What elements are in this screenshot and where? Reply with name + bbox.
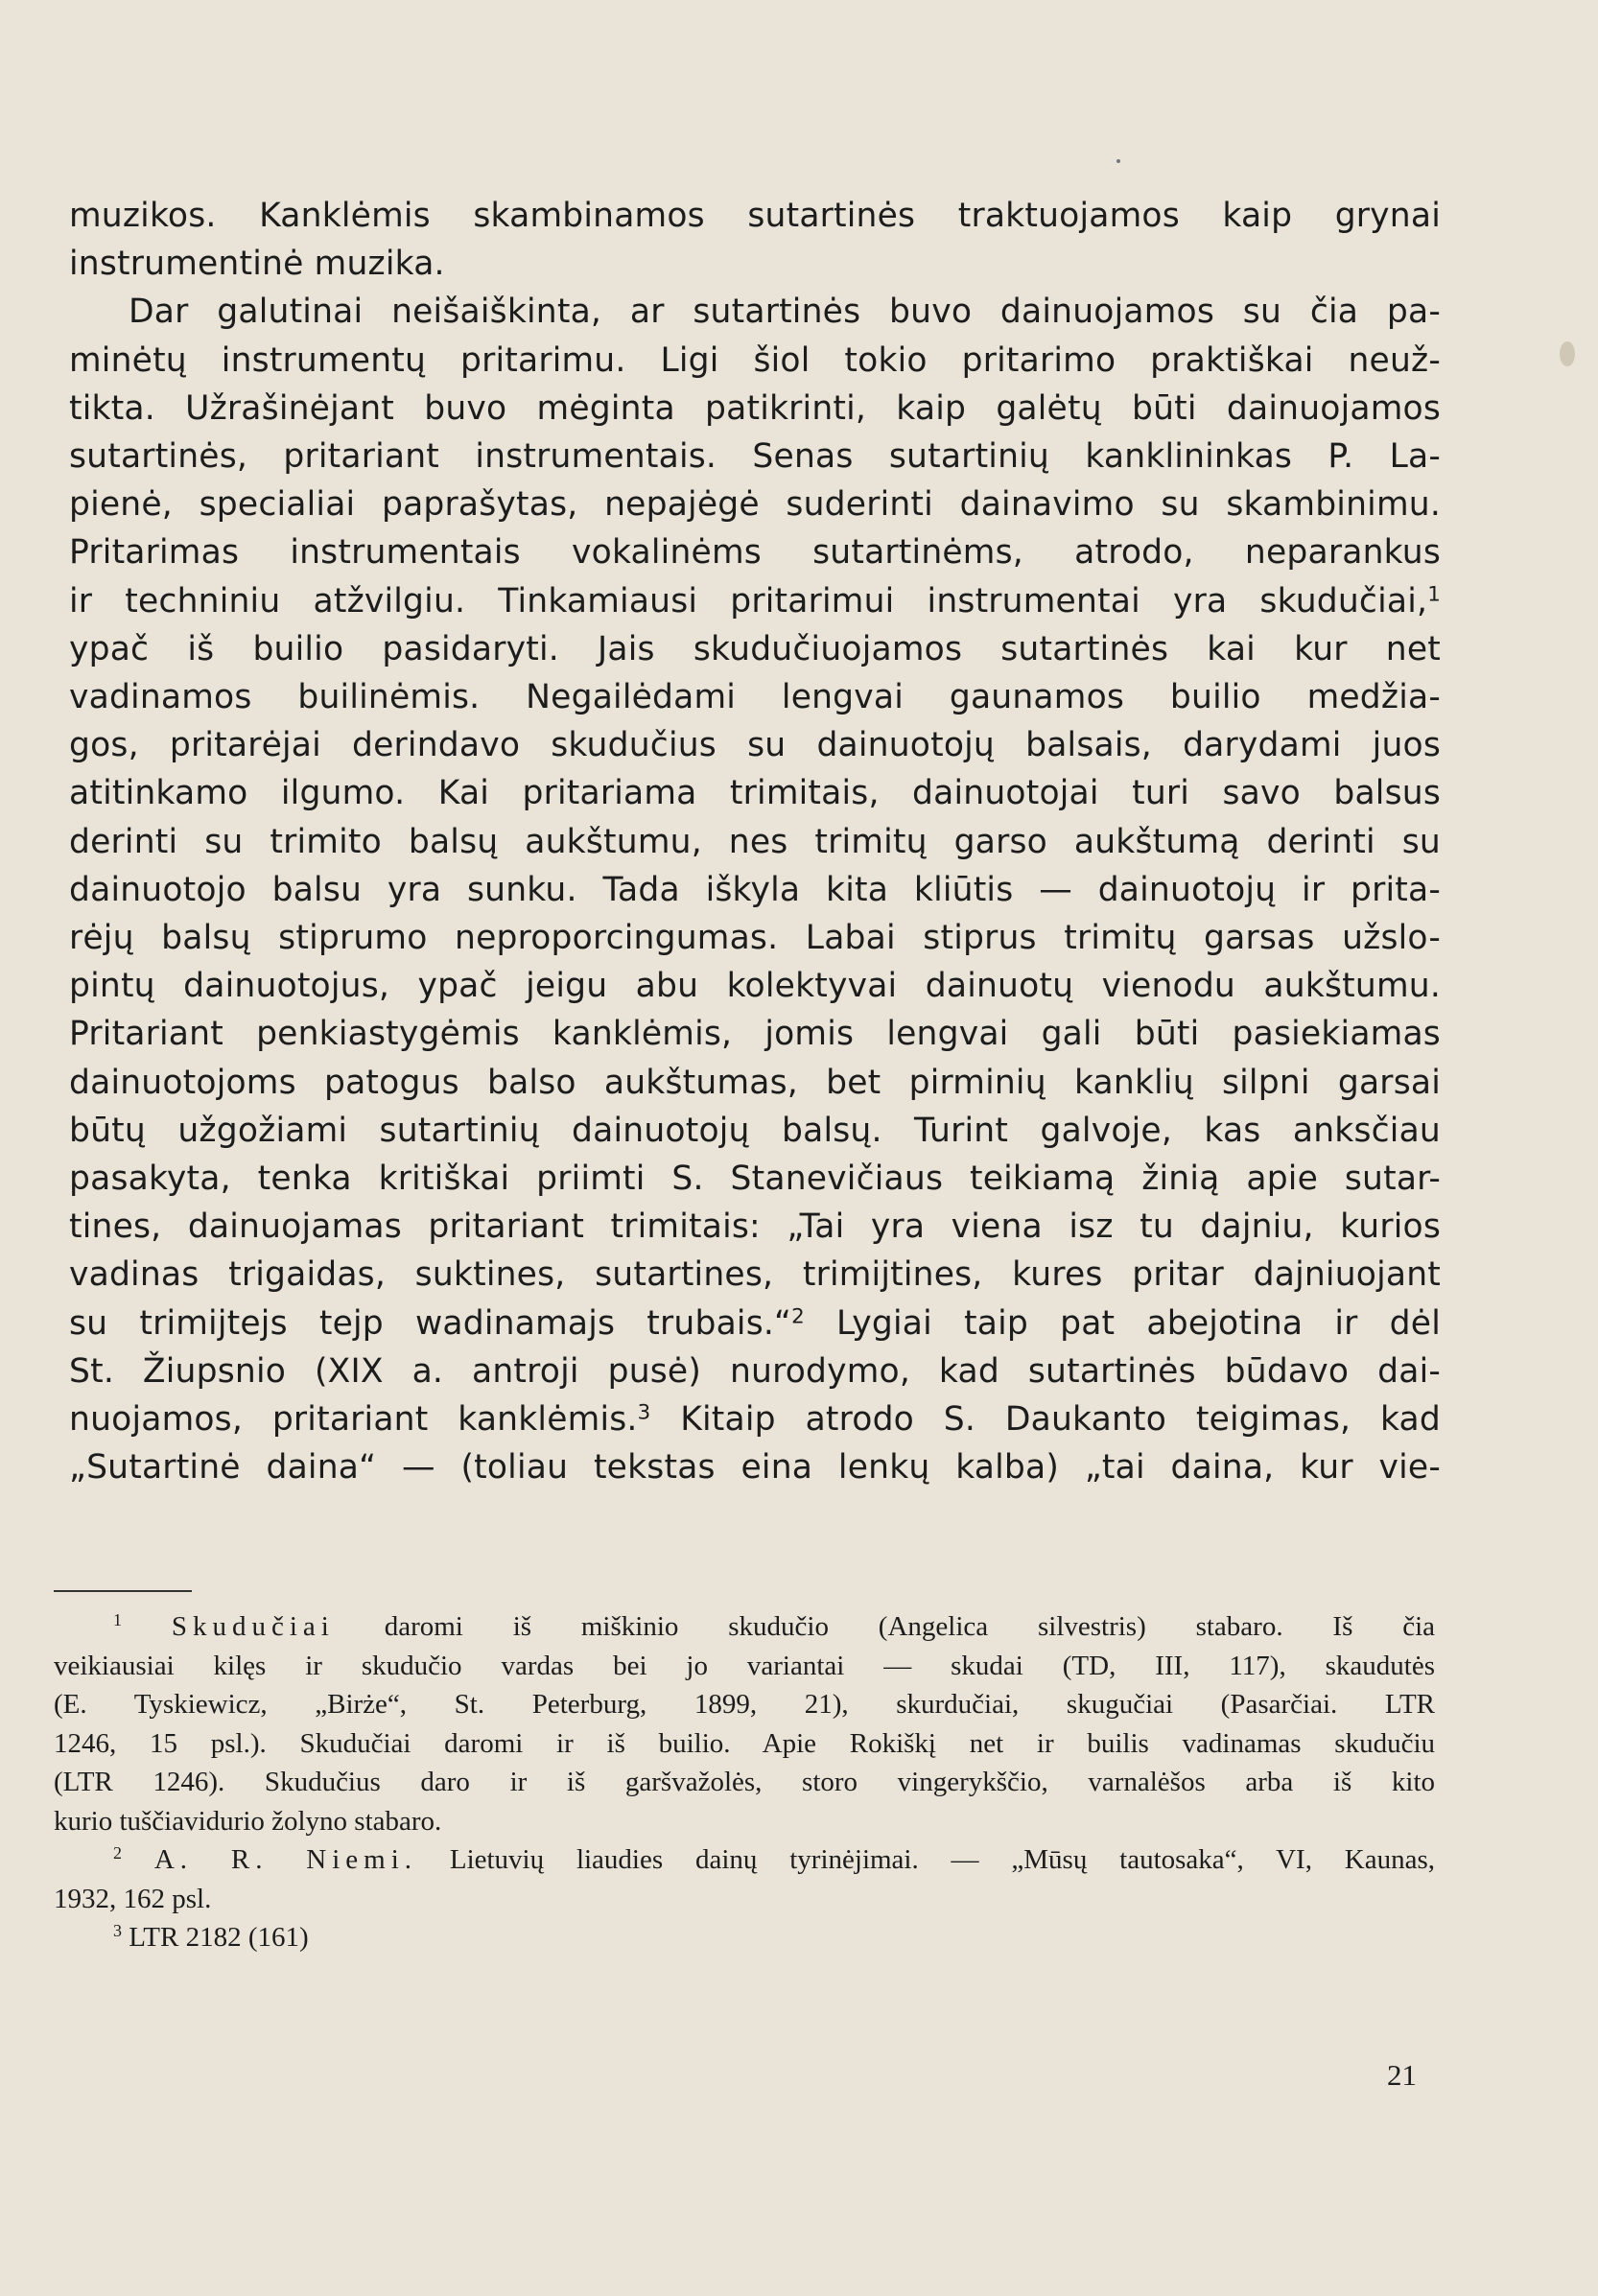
text-line: Pritarimas instrumentais vokalinėms sutartinėms, atrodo, neparankus <box>69 533 1441 573</box>
text-line: tines, dainuojamas pritariant trimitais: „Tai yra viena isz tu dajniu, kurios <box>69 1207 1441 1247</box>
text-line: atitinkamo ilgumo. Kai pritariama trimitais, dainuotojai turi savo balsus <box>69 774 1441 813</box>
footnote-ref: 1 <box>1427 581 1441 606</box>
text-line: sutartinės, pritariant instrumentais. Senas sutartinių kanklininkas P. La- <box>69 437 1441 477</box>
text-line <box>69 1300 1441 1347</box>
text-line: dainuotojoms patogus balso aukštumas, bet pirminių kanklių silpni garsai <box>69 1063 1441 1102</box>
text-line: dainuotojo balsu yra sunku. Tada iškyla kita kliūtis — dainuotojų ir prita- <box>69 870 1441 909</box>
text-line <box>69 1395 1441 1443</box>
print-speck <box>1116 159 1120 163</box>
footnote-ref: 3 <box>637 1400 651 1425</box>
text-line: vadinamos builinėmis. Negailėdami lengvai gaunamos builio medžia- <box>69 678 1441 717</box>
text-line: rėjų balsų stiprumo neproporcingumas. Labai stiprus trimitų garsas užslo- <box>69 919 1441 958</box>
main-text <box>69 192 1441 1491</box>
text-line: pintų dainuotojus, ypač jeigu abu kolektyvai dainuotų vienodu aukštumu. <box>69 967 1441 1006</box>
footnote-number: 2 <box>113 1843 122 1863</box>
footnote-3 <box>54 1918 1435 1957</box>
text-line: pasakyta, tenka kritiškai priimti S. Stanevičiaus teikiamą žinią apie sutar- <box>69 1160 1441 1199</box>
footnote-number: 3 <box>113 1921 122 1941</box>
text-line: derinti su trimito balsų aukštumu, nes trimitų garso aukštumą derinti su <box>69 822 1441 861</box>
text-line: pienė, specialiai paprašytas, nepajėgė suderinti dainavimo su skambinimu. <box>69 485 1441 525</box>
text-segment: ir techniniu atžvilgiu. Tinkamiausi pritarimui instrumentai yra skudučiai, <box>69 581 1428 621</box>
text-line: St. Žiupsnio (XIX a. antroji pusė) nurodymo, kad sutartinės būdavo dai- <box>69 1351 1441 1391</box>
text-line: gos, pritarėjai derindavo skudučius su dainuotojų balsais, darydami juos <box>69 726 1441 765</box>
footnote-line: (E. Tyskiewicz, „Birże“, St. Peterburg, 1899, 21), skurdučiai, skugučiai (Pasarčiai. LTR <box>54 1689 1435 1720</box>
text-line: vadinas trigaidas, suktines, sutartines, trimijtines, kures pritar dajniuojant <box>69 1255 1441 1295</box>
footnote-text: LTR 2182 (161) <box>129 1922 309 1953</box>
footnote-line: kurio tuščiavidurio žolyno stabaro. <box>54 1805 442 1837</box>
page-smudge <box>1560 341 1575 366</box>
text-line: „Sutartinė daina“ — (toliau tekstas eina lenkų kalba) „tai daina, kur vie- <box>69 1448 1441 1488</box>
footnotes <box>54 1607 1435 1957</box>
footnote-line: 1246, 15 psl.). Skudučiai daromi ir iš builio. Apie Rokiškį net ir builis vadinamas skudučiu <box>54 1727 1435 1759</box>
footnote-line: (LTR 1246). Skudučius daro ir iš garšvažolės, storo vingerykščio, varnalėšos arba iš kito <box>54 1767 1435 1797</box>
text-line <box>69 577 1441 625</box>
footnote-number: 1 <box>113 1610 122 1630</box>
text-segment: Kitaip atrodo S. Daukanto teigimas, kad <box>680 1400 1441 1440</box>
footnote-1 <box>54 1607 1435 1647</box>
text-line: tikta. Užrašinėjant buvo mėginta patikrinti, kaip galėtų būti dainuojamos <box>69 388 1441 428</box>
page-number: 21 <box>1387 2058 1417 2092</box>
footnote-line: veikiausiai kilęs ir skudučio vardas bei jo variantai — skudai (TD, III, 117), skaudutės <box>54 1650 1435 1681</box>
footnote-ref: 2 <box>791 1303 805 1328</box>
text-line: instrumentinė muzika. <box>69 245 445 284</box>
text-segment: su trimijtejs tejp wadinamajs trubais.“ <box>69 1303 792 1343</box>
footnote-author: Skudučiai <box>171 1611 335 1642</box>
footnote-separator <box>54 1590 192 1592</box>
text-segment: Lygiai taip pat abejotina ir dėl <box>836 1303 1441 1343</box>
footnote-author: A. R. Niemi. <box>153 1844 418 1875</box>
footnote-2 <box>54 1840 1435 1880</box>
footnote-line: 1932, 162 psl. <box>54 1883 212 1914</box>
text-line: minėtų instrumentų pritarimu. Ligi šiol tokio pritarimo praktiškai neuž- <box>69 340 1441 380</box>
text-line: ypač iš builio pasidaryti. Jais skudučiuojamos sutartinės kai kur net <box>69 629 1441 668</box>
text-line: būtų užgožiami sutartinių dainuotojų balsų. Turint galvoje, kas anksčiau <box>69 1111 1441 1150</box>
footnote-text: daromi iš miškinio skudučio (Angelica silvestris) stabaro. Iš čia <box>384 1611 1436 1642</box>
text-line: muzikos. Kanklėmis skambinamos sutartinės traktuojamos kaip grynai <box>69 197 1441 235</box>
text-line: Dar galutinai neišaiškinta, ar sutartinės buvo dainuojamos su čia pa- <box>129 293 1441 332</box>
footnote-text: Lietuvių liaudies dainų tyrinėjimai. — „Mūsų tautosaka“, VI, Kaunas, <box>449 1844 1436 1875</box>
text-segment: nuojamos, pritariant kanklėmis. <box>69 1400 638 1440</box>
text-line: Pritariant penkiastygėmis kanklėmis, jomis lengvai gali būti pasiekiamas <box>69 1015 1441 1054</box>
